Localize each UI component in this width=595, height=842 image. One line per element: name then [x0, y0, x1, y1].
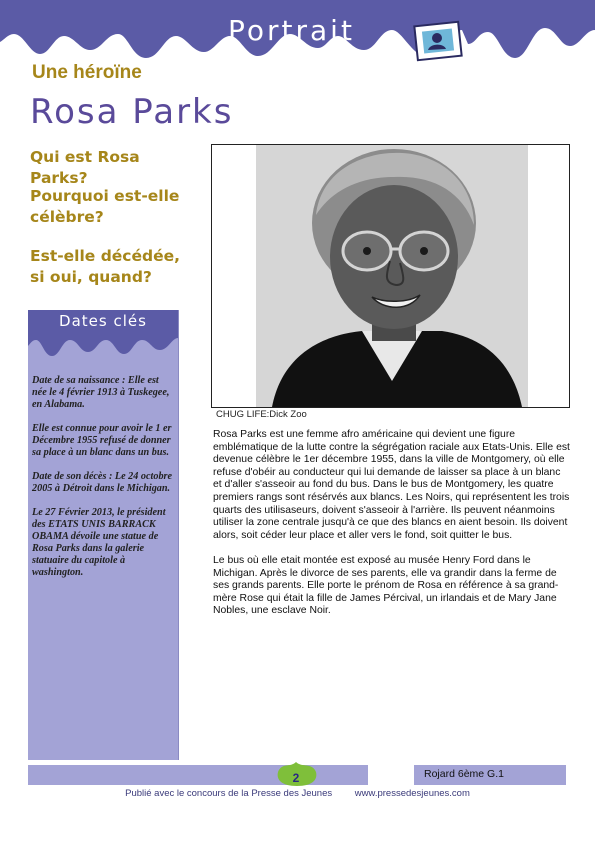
key-date-entry: Le 27 Février 2013, le président des ETATS UNIS BARRACK OBAMA dévoile une statue de Rosa Parks dans la galerie statuaire du capitole à washington. [32, 507, 166, 578]
key-date-entry: Date de sa naissance : Elle est née le 4 février 1913 à Tuskegee, en Alabama. [32, 375, 170, 410]
page-number: 2 [292, 771, 300, 785]
photo-caption: CHUG LIFE:Dick Zoo [216, 409, 307, 420]
section-label: Portrait [228, 14, 355, 47]
key-dates-list [32, 375, 174, 591]
question-3: Est-elle décédée, si oui, quand? [30, 247, 181, 286]
key-dates-title: Dates clés [59, 312, 147, 330]
footer-author: Rojard 6ème G.1 [424, 768, 504, 780]
footer-website-link[interactable]: www.pressedesjeunes.com [354, 788, 470, 799]
article-body [213, 429, 571, 631]
portrait-photo-image [212, 145, 569, 407]
footer-credit-text: Publié avec le concours de la Presse des Jeunes [125, 788, 333, 799]
portrait-photo [211, 144, 570, 408]
question-1: Qui est Rosa Parks? [30, 148, 140, 187]
key-date-entry: Elle est connue pour avoir le 1 er Décembre 1955 refusé de donner sa place à un blanc dans un bus. [32, 423, 172, 458]
footer-credit [0, 788, 595, 799]
key-date-entry: Date de son décès : Le 24 octobre 2005 à Détroit dans le Michigan. [32, 471, 173, 494]
article-paragraph: Rosa Parks est une femme afro américaine qui devient une figure emblématique de la lutte contre la ségrégation raciale aux Etats-Unis. Elle est devenue célèbre le 1er décembre 1955, dans la ville de Montgomery, où elle refuse d'obéir au conducteur qui lui demande de laisser sa place à un blanc et d'aller s'asseoir au fond du bus. Dans le bus de Montgomery, les quatre premiers rangs sont résérvés aux blancs. Les Noirs, qui représentent les trois quarts des utilisaseurs, doivent s'asseoir à l'arrière. Ils peuvent néanmoins utiliser la zone centrale jusqu'à ce que des blancs en aient besoin. Ils doivent alors, soit céder leur place et aller vers le fond, soit quitter le bus. [213, 429, 570, 541]
portrait-frame-icon [412, 18, 464, 62]
article-paragraph: Le bus où elle etait montée est exposé au musée Henry Ford dans le Michigan. Après le divorce de ses parents, elle va grandir dans la ferme de ses grands parents. Elle porte le prénom de Rosa en référence à sa grand-mère Rose qui était la fille de James Pércival, un irlandais et de Mary Jane Nobles, une esclave Noir. [213, 554, 559, 617]
page-title: Rosa Parks [30, 92, 234, 132]
question-2: Pourquoi est-elle célèbre? [30, 187, 180, 226]
kicker: Une héroïne [32, 62, 142, 83]
